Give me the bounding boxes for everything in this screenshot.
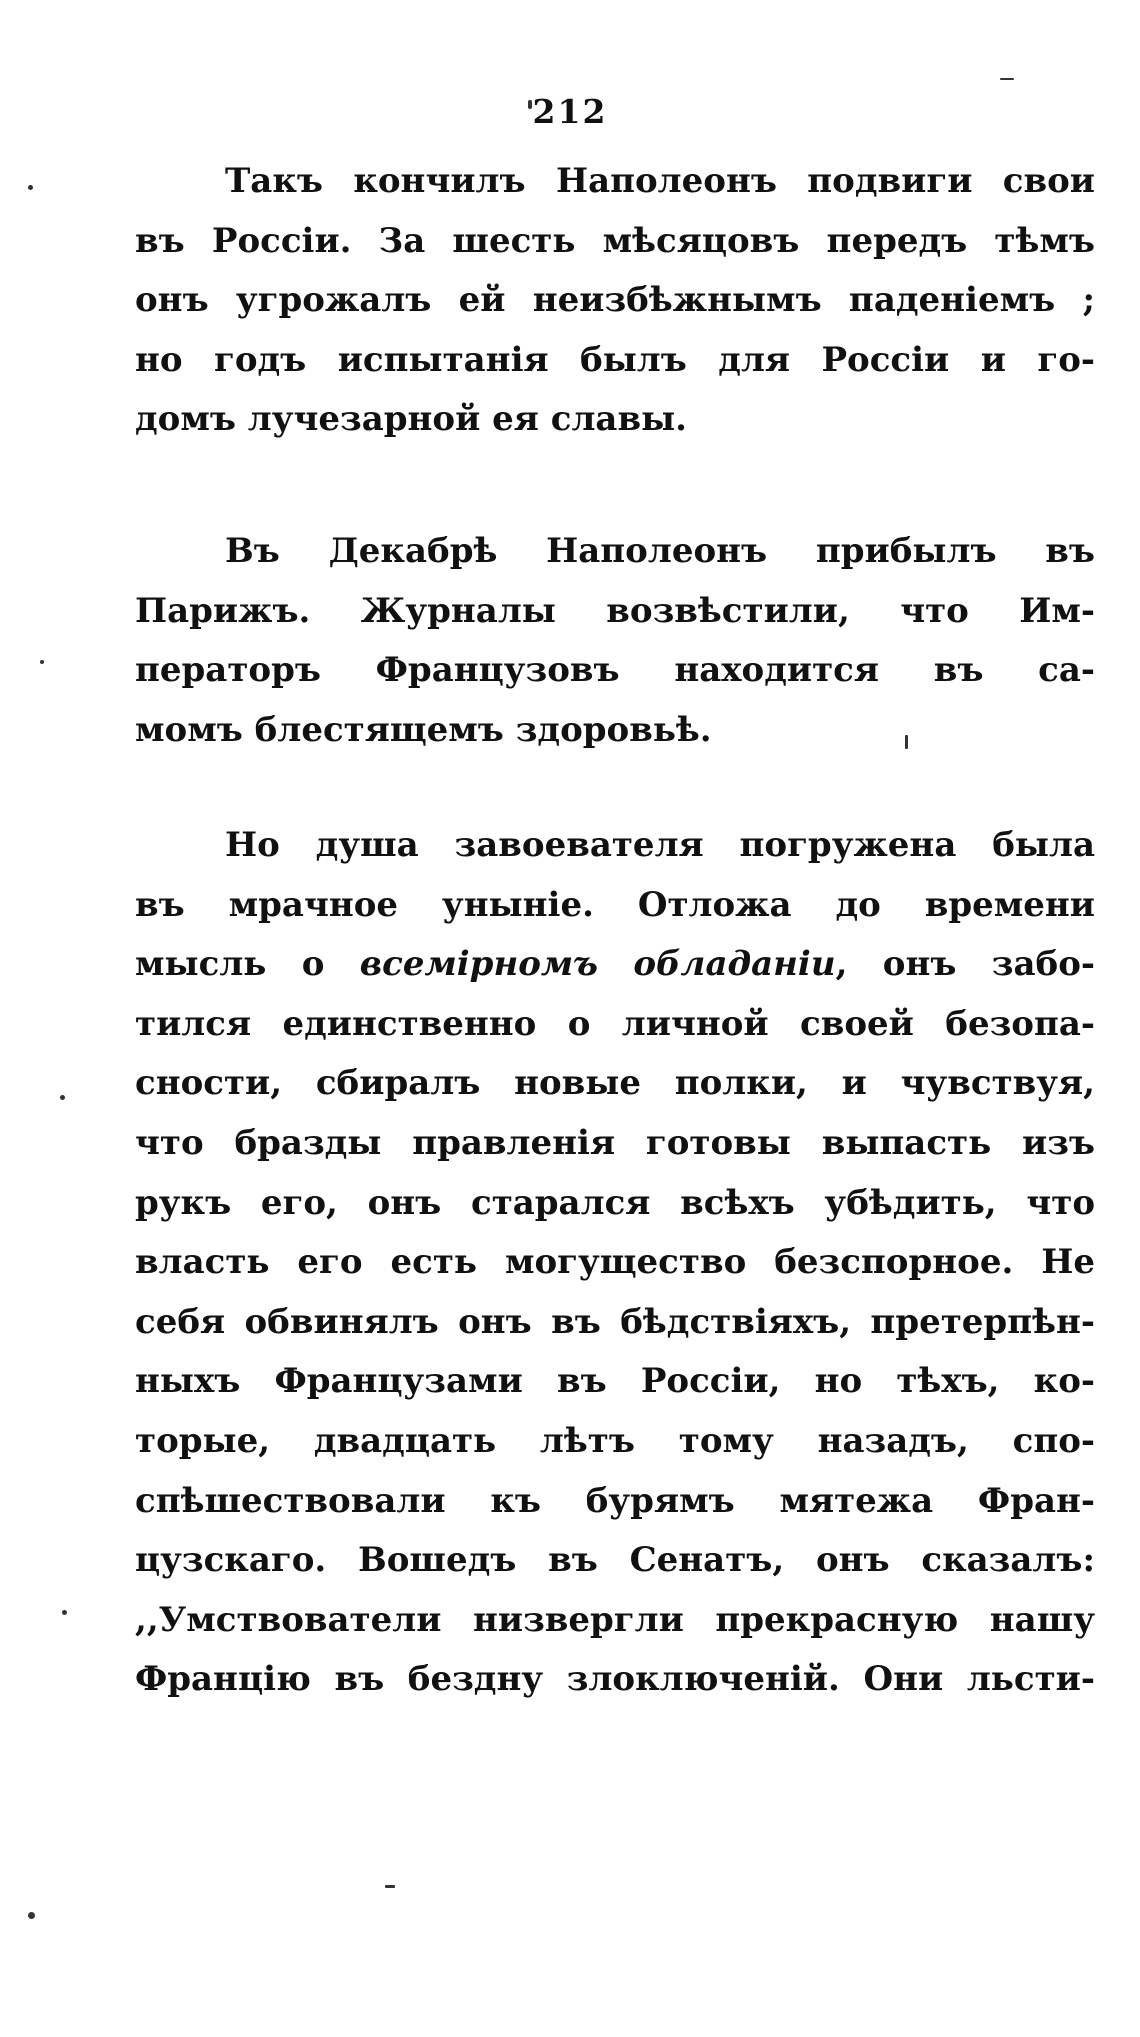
text-line: момъ блестящемъ здоровьѣ.: [135, 709, 712, 750]
text-line: Но душа завоевателя погружена была: [225, 825, 1095, 865]
text-line: торые, двадцать лѣтъ тому назадъ, спо-: [135, 1420, 1095, 1461]
paragraph-2: [135, 522, 1095, 760]
print-speck: [40, 660, 44, 664]
text-line: что бразды правленія готовы выпасть изъ: [135, 1122, 1095, 1163]
text-line: сности, сбиралъ новые полки, и чувствуя,: [135, 1063, 1095, 1104]
text-line: но годъ испытанія былъ для Россіи и го-: [135, 339, 1095, 380]
text-line: онъ угрожалъ ей неизбѣжнымъ паденіемъ ;: [135, 280, 1095, 321]
page-number: 212: [532, 92, 608, 131]
text-line: ныхъ Французами въ Россіи, но тѣхъ, ко-: [135, 1361, 1095, 1402]
print-speck: [28, 1912, 35, 1919]
paragraph-3: [135, 816, 1095, 1710]
print-speck: [1000, 78, 1014, 80]
italic-phrase: всемірномъ обладаніи: [359, 944, 836, 985]
text-line: въ мрачное уныніе. Отложа до времени: [135, 884, 1095, 925]
text-line: Парижъ. Журналы возвѣстили, что Им-: [135, 590, 1095, 631]
print-speck: [60, 1095, 65, 1100]
text-line: Такъ кончилъ Наполеонъ подвиги свои: [225, 161, 1095, 201]
text-line: себя обвинялъ онъ въ бѣдствіяхъ, претерпѣн-: [135, 1301, 1095, 1342]
text-line: спѣшествовали къ бурямъ мятежа Фран-: [135, 1480, 1095, 1521]
text-line: власть его есть могущество безспорное. Не: [135, 1242, 1095, 1283]
text-line: рукъ его, онъ старался всѣхъ убѣдить, что: [135, 1182, 1095, 1223]
text-line: тился единственно о личной своей безопа-: [135, 1003, 1095, 1044]
text-line: ,,Умствователи низвергли прекрасную нашу: [135, 1599, 1095, 1640]
text-line-with-italic: мысль о всемірномъ обладаніи, онъ забо-: [135, 944, 1095, 985]
text-line: въ Россіи. За шесть мѣсяцовъ передъ тѣмъ: [135, 220, 1095, 261]
print-speck: [62, 1610, 67, 1615]
paragraph-1: [135, 152, 1095, 450]
text-line: Въ Декабрѣ Наполеонъ прибылъ въ: [225, 531, 1095, 571]
text-line: Францію въ бездну злоключеній. Они льсти-: [135, 1659, 1095, 1700]
print-speck: [385, 1885, 395, 1888]
text-line: цузскаго. Вошедъ въ Сенатъ, онъ сказалъ:: [135, 1540, 1095, 1581]
print-speck: [905, 735, 908, 749]
print-speck: [28, 185, 33, 190]
text-line: ператоръ Французовъ находится въ са-: [135, 650, 1095, 691]
text-line: домъ лучезарной ея славы.: [135, 399, 688, 440]
print-speck: [528, 100, 532, 109]
